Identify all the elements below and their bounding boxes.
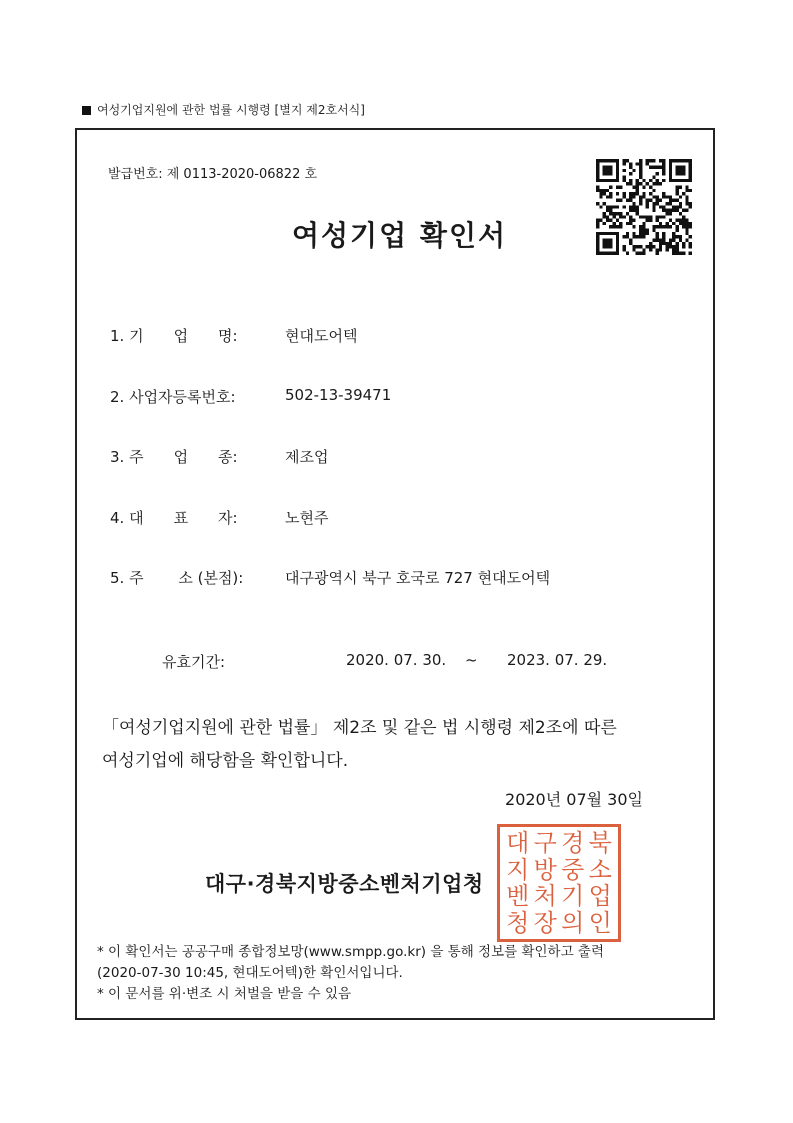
seal-glyph: 북 xyxy=(588,829,612,858)
statement-line: 「여성기업지원에 관한 법률」 제2조 및 같은 법 시행령 제2조에 따른 xyxy=(102,718,617,738)
validity-end: 2023. 07. 29. xyxy=(507,651,608,669)
document-title: 여성기업 확인서 xyxy=(291,219,508,252)
seal-glyph: 의 xyxy=(561,908,585,937)
field-value: 노현주 xyxy=(285,509,329,527)
field-label: 4. 대 표 자: xyxy=(110,509,238,527)
seal-glyph: 인 xyxy=(588,908,612,937)
seal-glyph: 청 xyxy=(506,908,530,937)
seal-glyph: 처 xyxy=(533,882,557,911)
square-bullet-icon xyxy=(82,106,91,115)
seal-glyph: 지 xyxy=(506,855,530,884)
note-line: * 이 확인서는 공공구매 종합정보망(www.smpp.go.kr) 을 통해 정보를 확인하고 출력 xyxy=(97,944,605,960)
field-label: 3. 주 업 종: xyxy=(110,448,238,466)
seal-glyph: 중 xyxy=(561,855,585,884)
note-line: (2020-07-30 10:45, 현대도어텍)한 확인서입니다. xyxy=(97,965,403,981)
validity-label: 유효기간: xyxy=(162,653,226,671)
seal-glyph: 소 xyxy=(588,855,612,884)
seal-glyph: 대 xyxy=(506,829,530,858)
field-value: 502-13-39471 xyxy=(285,386,392,404)
form-reference xyxy=(82,101,365,118)
statement-line: 여성기업에 해당함을 확인합니다. xyxy=(102,751,349,771)
seal-glyph: 구 xyxy=(533,829,557,858)
issuer-name: 대구·경북지방중소벤처기업청 xyxy=(205,872,484,896)
validity-start: 2020. 07. 30. xyxy=(346,651,447,669)
seal-glyph: 경 xyxy=(561,829,585,858)
issue-date: 2020년 07월 30일 xyxy=(505,790,643,809)
seal-glyph: 방 xyxy=(533,855,557,884)
issue-number: 발급번호: 제 0113-2020-06822 호 xyxy=(108,167,318,182)
official-seal xyxy=(497,824,621,942)
seal-glyph: 업 xyxy=(588,882,612,911)
field-value: 대구광역시 북구 호국로 727 현대도어텍 xyxy=(285,569,551,587)
seal-glyph: 기 xyxy=(561,882,585,911)
field-label: 5. 주 소 (본점): xyxy=(110,569,244,587)
seal-glyph: 장 xyxy=(533,908,557,937)
seal-glyph: 벤 xyxy=(506,882,530,911)
field-value: 현대도어텍 xyxy=(285,327,358,345)
note-line: * 이 문서를 위·변조 시 처벌을 받을 수 있음 xyxy=(97,986,352,1002)
statement xyxy=(102,712,662,778)
field-label: 1. 기 업 명: xyxy=(110,327,238,345)
validity-separator: ~ xyxy=(465,651,478,669)
field-value: 제조업 xyxy=(285,448,329,466)
form-reference-text: 여성기업지원에 관한 법률 시행령 [별지 제2호서식] xyxy=(97,103,365,117)
field-label: 2. 사업자등록번호: xyxy=(110,388,236,406)
notes xyxy=(97,942,604,1005)
